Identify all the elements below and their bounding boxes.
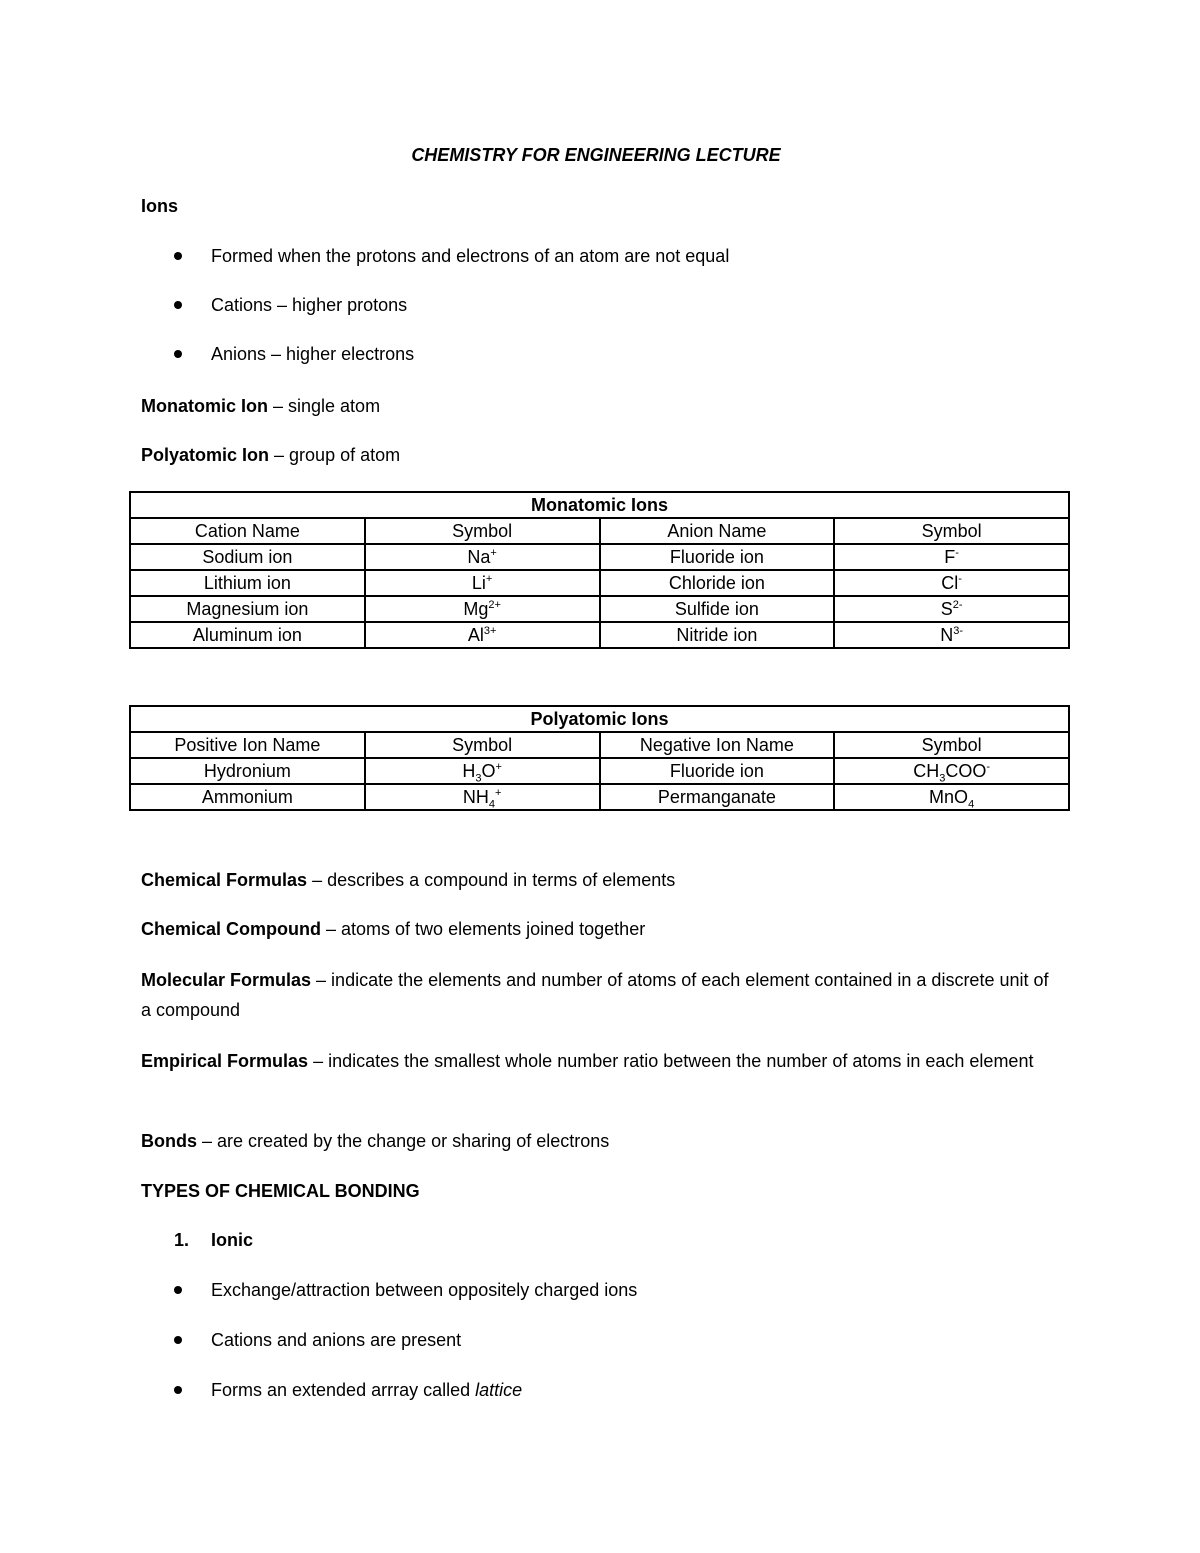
cation-name: Magnesium ion xyxy=(130,596,365,622)
table-header-row xyxy=(130,732,1069,758)
ions-bullet-3: Anions – higher electrons xyxy=(211,344,415,364)
ions-bullet-2: Cations – higher protons xyxy=(211,295,408,315)
positive-ion-symbol: $NH_4^+$ xyxy=(365,784,600,810)
anion-symbol: $N^{3-}$ xyxy=(834,622,1069,648)
cation-symbol: Li+ xyxy=(365,570,600,596)
anion-name: Sulfide ion xyxy=(600,596,835,622)
anion-name: Chloride ion xyxy=(600,570,835,596)
table-row xyxy=(130,596,1069,622)
column-header: Symbol xyxy=(365,732,600,758)
negative-ion-name: Fluoride ion xyxy=(600,758,835,784)
cation-symbol: $Al^{3+}$ xyxy=(365,622,600,648)
document-title: CHEMISTRY FOR ENGINEERING LECTURE xyxy=(411,145,781,165)
cation-name: Sodium ion xyxy=(130,544,365,570)
negative-ion-name: Permanganate xyxy=(600,784,835,810)
list-number: 1. xyxy=(174,1230,190,1250)
definition-chemical-compound: Chemical Compound – atoms of two elements joined together xyxy=(141,919,646,939)
definition-empirical-formulas: Empirical Formulas – indicates the smallest whole number ratio between the number of atoms in each element xyxy=(141,1051,1034,1071)
anion-symbol: F- xyxy=(834,544,1069,570)
table-row xyxy=(130,544,1069,570)
table-header-row xyxy=(130,518,1069,544)
column-header: Symbol xyxy=(365,518,600,544)
column-header: Negative Ion Name xyxy=(600,732,835,758)
cation-name: Aluminum ion xyxy=(130,622,365,648)
negative-ion-symbol: MnO$_4$ xyxy=(834,784,1069,810)
negative-ion-symbol: $CH_3COO^-$ xyxy=(834,758,1069,784)
positive-ion-name: Ammonium xyxy=(130,784,365,810)
table-row xyxy=(130,570,1069,596)
anion-symbol: $S^{2-}$ xyxy=(834,596,1069,622)
column-header: Symbol xyxy=(834,732,1069,758)
column-header: Positive Ion Name xyxy=(130,732,365,758)
bullet-icon xyxy=(174,1386,182,1394)
cation-name: Lithium ion xyxy=(130,570,365,596)
column-header: Symbol xyxy=(834,518,1069,544)
bullet-icon xyxy=(174,252,182,260)
table-title: Polyatomic Ions xyxy=(130,706,1069,732)
table-title: Monatomic Ions xyxy=(130,492,1069,518)
bullet-icon xyxy=(174,301,182,309)
positive-ion-name: Hydronium xyxy=(130,758,365,784)
table-row xyxy=(130,758,1069,784)
monatomic-ions-table xyxy=(129,491,1070,649)
ions-bullet-1: Formed when the protons and electrons of an atom are not equal xyxy=(211,246,730,266)
bullet-icon xyxy=(174,1286,182,1294)
cation-symbol: Na+ xyxy=(365,544,600,570)
definition-molecular-formulas: Molecular Formulas – indicate the elements and number of atoms of each element contained in a discrete unit of a compound xyxy=(141,970,1049,1020)
polyatomic-ions-table xyxy=(129,705,1070,811)
anion-name: Fluoride ion xyxy=(600,544,835,570)
positive-ion-symbol: $H_3O^+$ xyxy=(365,758,600,784)
bonding-heading: TYPES OF CHEMICAL BONDING xyxy=(141,1181,420,1201)
ionic-heading: Ionic xyxy=(211,1230,254,1250)
bullet-icon xyxy=(174,1336,182,1344)
ionic-bullet-2: Cations and anions are present xyxy=(211,1330,462,1350)
table-row xyxy=(130,622,1069,648)
bullet-icon xyxy=(174,350,182,358)
ionic-bullet-1: Exchange/attraction between oppositely charged ions xyxy=(211,1280,638,1300)
table-row xyxy=(130,784,1069,810)
definition-chemical-formulas: Chemical Formulas – describes a compound in terms of elements xyxy=(141,870,676,890)
cation-symbol: $Mg^{2+}$ xyxy=(365,596,600,622)
ions-heading: Ions xyxy=(141,196,179,216)
ionic-bullet-3: Forms an extended arrray called lattice xyxy=(211,1380,523,1400)
column-header: Cation Name xyxy=(130,518,365,544)
definition-bonds: Bonds – are created by the change or sharing of electrons xyxy=(141,1131,610,1151)
column-header: Anion Name xyxy=(600,518,835,544)
monatomic-definition: Monatomic Ion – single atom xyxy=(141,396,381,416)
anion-symbol: Cl- xyxy=(834,570,1069,596)
anion-name: Nitride ion xyxy=(600,622,835,648)
polyatomic-definition: Polyatomic Ion – group of atom xyxy=(141,445,401,465)
